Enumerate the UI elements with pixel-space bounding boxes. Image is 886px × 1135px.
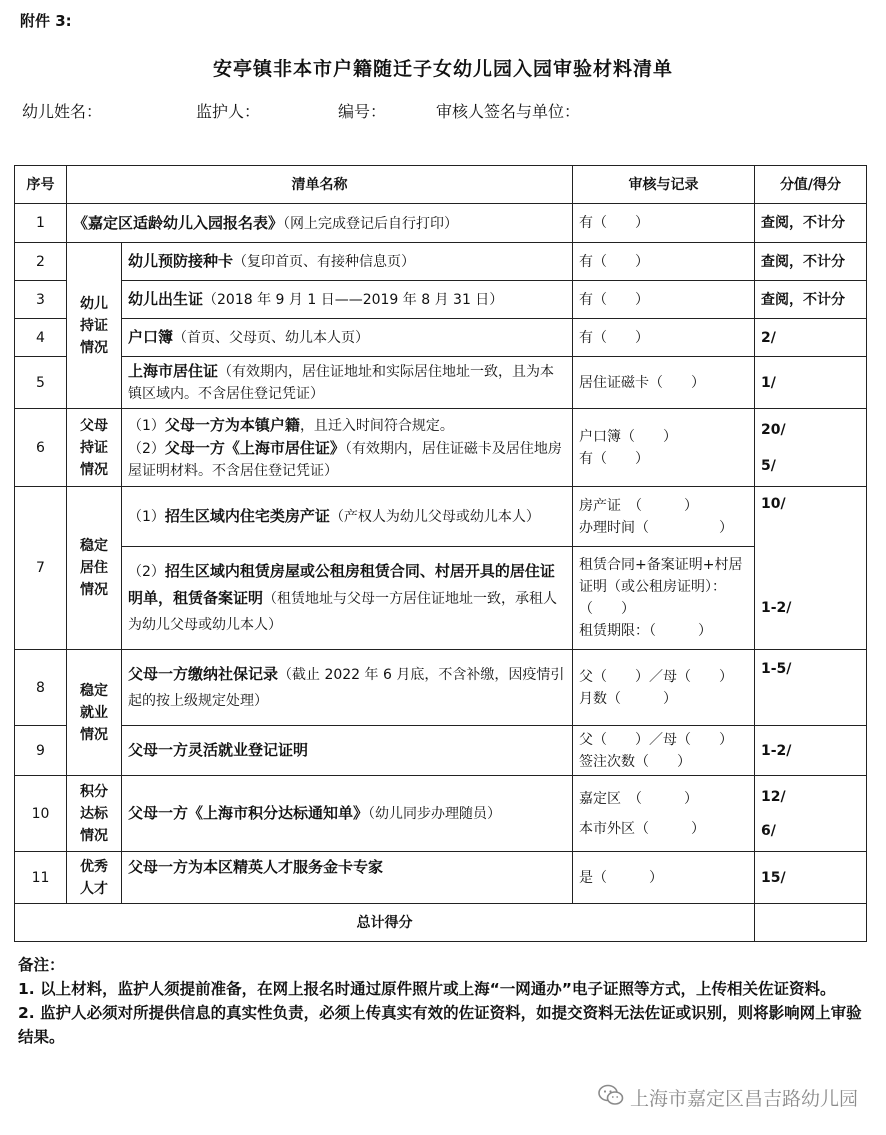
number-label: 编号： — [338, 102, 387, 121]
score-line: 6/ — [761, 822, 776, 839]
row-number: 6 — [15, 409, 67, 487]
item-title: 父母一方《上海市居住证》 — [164, 438, 345, 457]
score-cell: 2/ — [755, 319, 867, 357]
record-line: 户口簿（ ） — [579, 428, 677, 445]
score-cell: 1-5/ — [755, 650, 867, 726]
record-line: 父（ ）／母（ ） — [579, 731, 733, 748]
item-detail: （2018 年 9 月 1 日——2019 年 8 月 31 日） — [203, 292, 504, 308]
row-number: 11 — [15, 852, 67, 904]
item-detail: （截止 2022 年 6 月底，不含补缴，因疫情引起的按上级规定处理） — [128, 667, 565, 709]
score-line: 12/ — [761, 788, 786, 805]
item-title: 招生区域内租赁房屋或公租房租赁合同、村居开具的居住证明单，租赁备案证明 — [128, 562, 555, 607]
notes-heading: 备注： — [18, 956, 65, 974]
record-line: 嘉定区 （ ） — [579, 790, 698, 807]
materials-table — [14, 165, 867, 942]
score-cell: 1-2/ — [755, 726, 867, 776]
record-line: 办理时间（ ） — [579, 519, 733, 536]
document-title: 安亭镇非本市户籍随迁子女幼儿园入园审验材料清单 — [212, 58, 673, 80]
score-cell: 1/ — [755, 357, 867, 409]
score-line: 20/ — [761, 421, 786, 438]
item-detail: （租赁地址与父母一方居住证地址一致，承租人为幼儿父母或幼儿本人） — [128, 591, 558, 633]
table-row — [15, 487, 867, 547]
item-name — [122, 776, 573, 852]
table-row — [15, 243, 867, 281]
table-row — [15, 357, 867, 409]
item-title: 户口簿 — [128, 328, 174, 346]
score-line: 5/ — [761, 457, 776, 474]
total-score-cell — [755, 904, 867, 942]
score-line: 10/ — [761, 496, 786, 512]
score-cell: 查阅，不计分 — [755, 243, 867, 281]
item-name — [122, 726, 573, 776]
col-header-score: 分值/得分 — [755, 166, 867, 204]
item-title: 幼儿预防接种卡 — [128, 252, 234, 270]
item-option-2: （2）父母一方《上海市居住证》（有效期内，居住证磁卡及居住地房屋证明材料。不含居住登记凭证） — [128, 438, 562, 479]
item-name — [122, 319, 573, 357]
table-row — [15, 650, 867, 726]
item-name — [122, 281, 573, 319]
table-row — [15, 547, 867, 650]
watermark — [598, 1084, 858, 1111]
row-number: 9 — [15, 726, 67, 776]
record-cell — [573, 650, 755, 726]
annex-label: 附件 3: — [20, 12, 72, 30]
record-line: 本市外区（ ） — [579, 820, 705, 837]
item-detail: （有效期内，居住证磁卡及居住地房屋证明材料。不含居住登记凭证） — [128, 440, 562, 479]
item-title: 父母一方缴纳社保记录 — [128, 665, 279, 683]
score-cell — [755, 776, 867, 852]
item-detail: （幼儿同步办理随员） — [368, 806, 502, 822]
item-detail: （复印首页、有接种信息页） — [233, 254, 416, 270]
item-detail: （网上完成登记后自行打印） — [283, 215, 459, 232]
reviewer-label: 审核人签名与单位： — [436, 102, 581, 121]
item-detail: ，且迁入时间符合规定。 — [299, 417, 454, 434]
group-parent-docs: 父母持证情况 — [67, 409, 122, 487]
record-cell: 有（ ） — [573, 281, 755, 319]
score-cell — [755, 409, 867, 487]
score-cell — [755, 487, 867, 650]
group-residence: 稳定居住情况 — [67, 487, 122, 650]
item-name — [122, 357, 573, 409]
note-item: 2. 监护人必须对所提供信息的真实性负责，必须上传真实有效的佐证资料，如提交资料无法佐证或识别，则将影响网上审验结果。 — [18, 1004, 862, 1046]
item-name: （2）招生区域内租赁房屋或公租房租赁合同、村居开具的居住证明单，租赁备案证明（租赁地址与父母一方居住证地址一致，承租人为幼儿父母或幼儿本人） — [122, 547, 573, 650]
table-row — [15, 852, 867, 904]
item-detail: （首页、父母页、幼儿本人页） — [173, 330, 370, 346]
record-cell: 有（ ） — [573, 204, 755, 243]
score-cell: 15/ — [755, 852, 867, 904]
record-cell — [573, 487, 755, 547]
item-name — [122, 409, 573, 487]
row-number: 8 — [15, 650, 67, 726]
item-name — [122, 852, 573, 904]
record-line: 有（ ） — [579, 450, 649, 467]
row-number: 1 — [15, 204, 67, 243]
record-cell — [573, 409, 755, 487]
row-number: 2 — [15, 243, 67, 281]
guardian-label: 监护人： — [196, 102, 261, 121]
row-number: 3 — [15, 281, 67, 319]
item-option-1: （1）父母一方为本镇户籍，且迁入时间符合规定。 — [128, 415, 454, 434]
table-row — [15, 281, 867, 319]
note-item: 1. 以上材料，监护人须提前准备，在网上报名时通过原件照片或上海“一网通办”电子证照等方式，上传相关佐证资料。 — [18, 980, 836, 998]
table-row — [15, 776, 867, 852]
table-row — [15, 319, 867, 357]
table-row — [15, 204, 867, 243]
record-cell: 有（ ） — [573, 319, 755, 357]
item-name: （1）招生区域内住宅类房产证（产权人为幼儿父母或幼儿本人） — [122, 487, 573, 547]
item-title: 父母一方灵活就业登记证明 — [128, 741, 309, 759]
score-line: 1-2/ — [761, 600, 792, 616]
record-cell: 居住证磁卡（ ） — [573, 357, 755, 409]
col-header-seq: 序号 — [15, 166, 67, 204]
row-number: 4 — [15, 319, 67, 357]
col-header-record: 审核与记录 — [573, 166, 755, 204]
record-cell: 是（ ） — [573, 852, 755, 904]
item-detail: （有效期内，居住证地址和实际居住地址一致，且为本镇区域内。不含居住登记凭证） — [128, 364, 555, 402]
group-child-docs: 幼儿持证情况 — [67, 243, 122, 409]
item-name — [122, 650, 573, 726]
row-number: 7 — [15, 487, 67, 650]
record-cell — [573, 547, 755, 650]
child-name-label: 幼儿姓名： — [22, 102, 103, 121]
item-title: 父母一方《上海市积分达标通知单》 — [128, 804, 369, 822]
item-title: 幼儿出生证 — [128, 290, 204, 308]
table-header-row — [15, 166, 867, 204]
row-number: 5 — [15, 357, 67, 409]
item-title: 父母一方为本区精英人才服务金卡专家 — [128, 858, 384, 876]
item-title: 父母一方为本镇户籍 — [164, 415, 300, 434]
group-talent: 优秀人才 — [67, 852, 122, 904]
record-line: 租赁期限：（ ） — [579, 623, 712, 639]
record-cell — [573, 726, 755, 776]
record-cell — [573, 776, 755, 852]
wechat-icon — [598, 1084, 630, 1111]
col-header-name: 清单名称 — [67, 166, 573, 204]
total-label: 总计得分 — [15, 904, 755, 942]
total-row — [15, 904, 867, 942]
record-line: 月数（ ） — [579, 690, 677, 707]
record-cell: 有（ ） — [573, 243, 755, 281]
score-cell: 查阅，不计分 — [755, 281, 867, 319]
group-employment: 稳定就业情况 — [67, 650, 122, 776]
record-line: 房产证 （ ） — [579, 497, 698, 514]
item-detail: （产权人为幼儿父母或幼儿本人） — [329, 509, 540, 525]
row-number: 10 — [15, 776, 67, 852]
notes-section — [18, 953, 868, 1049]
score-cell: 查阅，不计分 — [755, 204, 867, 243]
item-title: 《嘉定区适龄幼儿入园报名表》 — [73, 213, 284, 232]
watermark-text: 上海市嘉定区昌吉路幼儿园 — [629, 1088, 858, 1110]
item-title: 上海市居住证 — [128, 362, 219, 380]
item-name — [122, 243, 573, 281]
record-line: 签注次数（ ） — [579, 753, 691, 770]
table-row — [15, 409, 867, 487]
item-name — [67, 204, 573, 243]
table-row — [15, 726, 867, 776]
item-title: 招生区域内住宅类房产证 — [164, 507, 330, 525]
record-line: 父（ ）／母（ ） — [579, 668, 733, 685]
record-line: 租赁合同+备案证明+村居证明（或公租房证明）：（ ） — [579, 557, 743, 617]
group-points: 积分达标情况 — [67, 776, 122, 852]
